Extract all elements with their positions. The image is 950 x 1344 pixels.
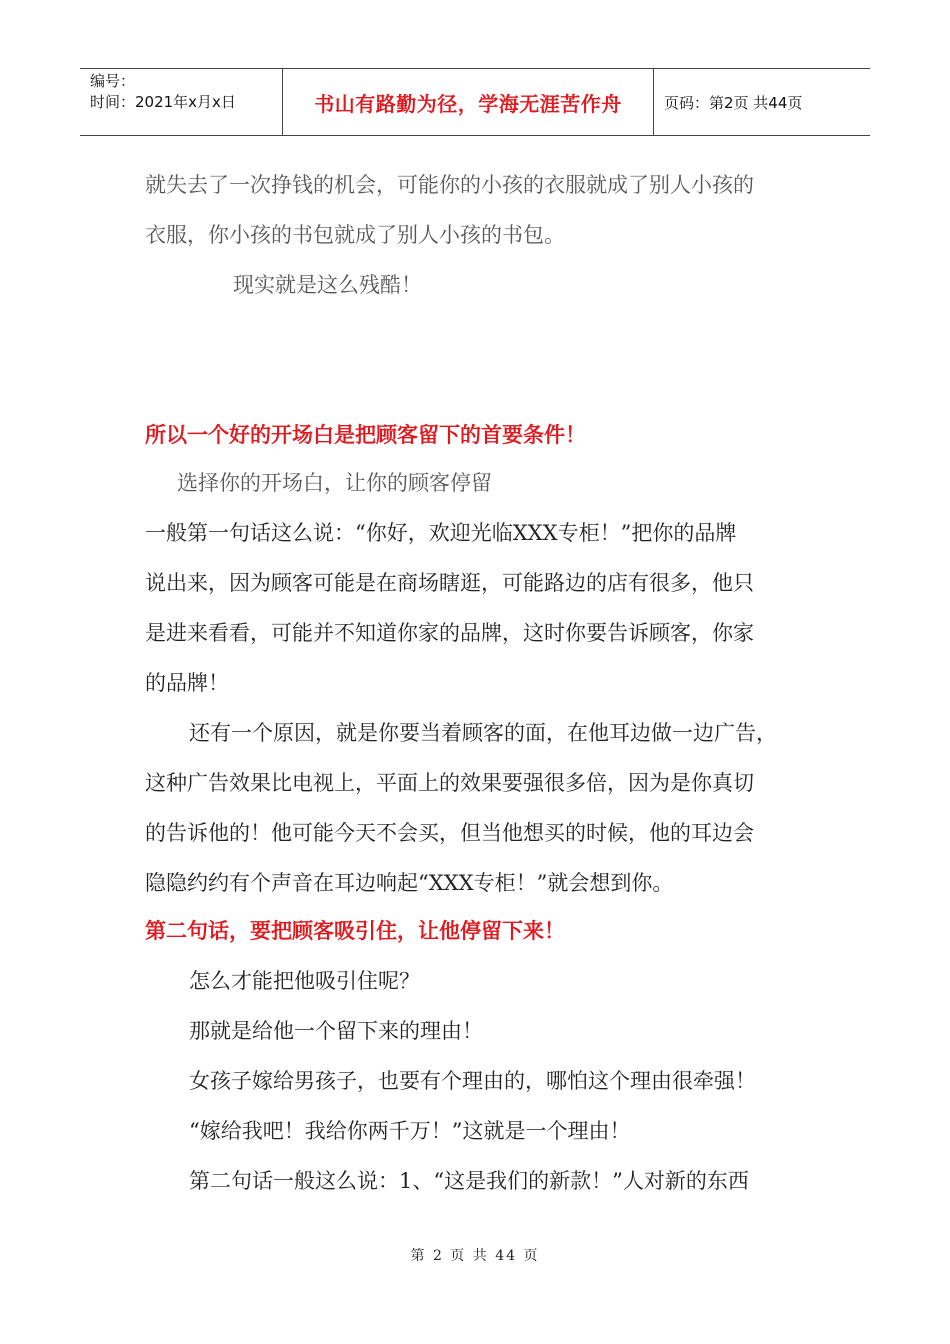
paragraph-line: 选择你的开场白，让你的顾客停留 [177, 471, 492, 495]
section-heading: 所以一个好的开场白是把顾客留下的首要条件！ [145, 423, 586, 447]
paragraph-line: 女孩子嫁给男孩子，也要有个理由的，哪怕这个理由很牵强！ [189, 1069, 756, 1093]
paragraph-line: 这种广告效果比电视上，平面上的效果要强很多倍，因为是你真切 [145, 771, 754, 795]
header-meta [80, 69, 282, 135]
paragraph-line: 衣服，你小孩的书包就成了别人小孩的书包。 [145, 223, 565, 247]
paragraph-line: 隐隐约约有个声音在耳边响起“XXX专柜！”就会想到你。 [145, 871, 674, 895]
paragraph-line: 是进来看看，可能并不知道你家的品牌，这时你要告诉顾客，你家 [145, 621, 754, 645]
paragraph-line: 一般第一句话这么说：“你好，欢迎光临XXX专柜！”把你的品牌 [145, 521, 737, 545]
date-label: 时间：2021年x月x日 [90, 93, 236, 111]
paragraph-line: 现实就是这么残酷！ [233, 273, 422, 297]
section-heading: 第二句话，要把顾客吸引住，让他停留下来！ [145, 919, 565, 943]
paragraph-line: 说出来，因为顾客可能是在商场瞎逛，可能路边的店有很多，他只 [145, 571, 754, 595]
paragraph-line: 还有一个原因，就是你要当着顾客的面，在他耳边做一边广告， [189, 721, 777, 745]
header-motto: 书山有路勤为径，学海无涯苦作舟 [282, 69, 654, 135]
paragraph-line: “嫁给我吧！我给你两千万！”这就是一个理由！ [189, 1119, 631, 1143]
header-page-label: 页码：第2页 共44页 [664, 93, 803, 112]
paragraph-line: 那就是给他一个留下来的理由！ [189, 1019, 483, 1043]
paragraph-line: 的告诉他的！他可能今天不会买，但当他想买的时候，他的耳边会 [145, 821, 754, 845]
paragraph-line: 怎么才能把他吸引住呢？ [189, 969, 420, 993]
paragraph-line: 的品牌！ [145, 671, 229, 695]
number-label: 编号： [90, 72, 136, 90]
paragraph-line: 第二句话一般这么说：1、“这是我们的新款！”人对新的东西 [189, 1169, 749, 1193]
document-header [80, 68, 870, 136]
paragraph-line: 就失去了一次挣钱的机会，可能你的小孩的衣服就成了别人小孩的 [145, 173, 754, 197]
page-footer: 第 2 页 共 44 页 [410, 1248, 540, 1264]
